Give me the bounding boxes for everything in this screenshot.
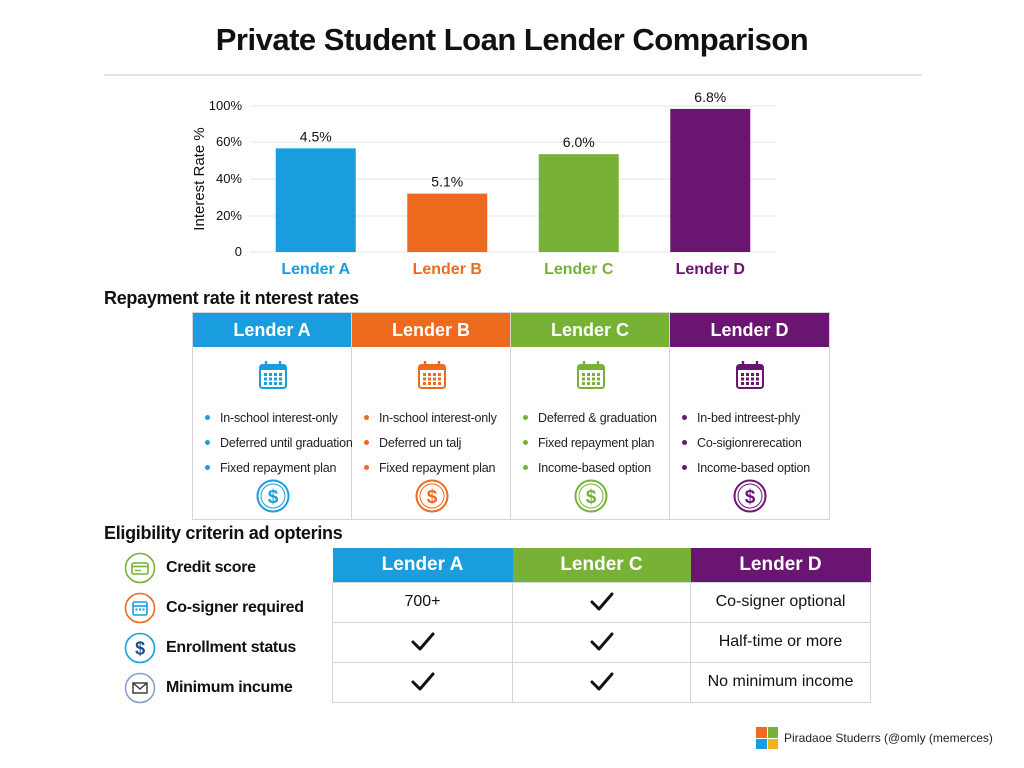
- repayment-options-list: [205, 405, 353, 480]
- data-label: 6.0%: [562, 134, 595, 151]
- list-item: Fixed repayment plan: [364, 455, 497, 480]
- bar-lender-d: [670, 109, 750, 252]
- list-item: Income-based option: [682, 455, 810, 480]
- check-cell: [333, 622, 513, 662]
- repayment-cards: [192, 312, 830, 520]
- checkmark-icon: [589, 591, 615, 613]
- card-header: Lender A: [193, 313, 351, 347]
- criterion-co-signer: Co-signer required: [124, 588, 334, 628]
- list-item: Fixed repayment plan: [523, 430, 657, 455]
- checkmark-icon: [410, 631, 436, 653]
- repayment-options-list: [682, 405, 810, 480]
- card-header: Lender C: [511, 313, 669, 347]
- y-tick-label: 60%: [215, 134, 242, 149]
- dollar-icon: [124, 632, 156, 664]
- dollar-icon: [733, 479, 767, 513]
- criterion-credit-score: Credit score: [124, 548, 334, 588]
- dollar-icon: [574, 479, 608, 513]
- check-cell: [333, 662, 513, 702]
- table-cell: 700+: [333, 582, 513, 622]
- title-divider: [104, 74, 922, 76]
- eligibility-table: [332, 548, 871, 703]
- svg-text:$: $: [585, 487, 597, 508]
- criteria-list: [124, 548, 334, 708]
- list-item: Fixed repayment plan: [205, 455, 353, 480]
- y-tick-label: 40%: [215, 171, 242, 186]
- footer-text: Piradaoe Studerrs (@omly (memerces): [784, 731, 993, 745]
- y-tick-label: 100%: [208, 98, 242, 113]
- column-header-lender-a: Lender A: [333, 548, 513, 582]
- bar-lender-b: [407, 194, 487, 252]
- calendar-icon: [416, 359, 448, 391]
- repayment-card-lender-a: [193, 313, 352, 519]
- check-cell: [513, 662, 691, 702]
- svg-text:$: $: [267, 487, 279, 508]
- checkmark-icon: [589, 671, 615, 693]
- bar-lender-c: [539, 154, 619, 252]
- svg-text:$: $: [135, 638, 145, 659]
- credit-card-icon: [124, 552, 156, 584]
- data-label: 4.5%: [299, 128, 332, 145]
- column-header-lender-c: Lender C: [513, 548, 691, 582]
- card-header: Lender B: [352, 313, 510, 347]
- x-tick-label: Lender C: [544, 261, 614, 278]
- list-item: In-school interest-only: [364, 405, 497, 430]
- x-tick-label: Lender D: [675, 261, 745, 278]
- check-cell: [513, 622, 691, 662]
- calendar-icon: [257, 359, 289, 391]
- svg-text:$: $: [426, 487, 438, 508]
- y-tick-label: 0: [234, 244, 242, 259]
- data-label: 5.1%: [431, 173, 464, 190]
- table-row: [333, 662, 871, 702]
- check-cell: [513, 582, 691, 622]
- criterion-enrollment: $ Enrollment status: [124, 628, 334, 668]
- footer: [756, 727, 993, 749]
- calendar-icon: [124, 592, 156, 624]
- table-row: [333, 622, 871, 662]
- interest-rate-bar-chart: [180, 84, 780, 284]
- list-item: Deferred un talj: [364, 430, 497, 455]
- x-tick-label: Lender B: [412, 261, 482, 278]
- eligibility-heading: Eligibility criterin ad opterins: [104, 523, 343, 543]
- envelope-icon: [124, 672, 156, 704]
- table-cell: Co-signer optional: [691, 582, 871, 622]
- list-item: In-school interest-only: [205, 405, 353, 430]
- y-tick-label: 20%: [215, 208, 242, 223]
- checkmark-icon: [589, 631, 615, 653]
- checkmark-icon: [410, 671, 436, 693]
- table-row: [333, 582, 871, 622]
- list-item: Co-sigionrerecation: [682, 430, 810, 455]
- x-tick-label: Lender A: [281, 261, 351, 278]
- repayment-card-lender-c: [511, 313, 670, 519]
- page-title: Private Student Loan Lender Comparison: [215, 22, 809, 57]
- list-item: In-bed intreest-phly: [682, 405, 810, 430]
- list-item: Deferred & graduation: [523, 405, 657, 430]
- bar-lender-a: [276, 148, 356, 252]
- repayment-card-lender-b: [352, 313, 511, 519]
- repayment-card-lender-d: [670, 313, 829, 519]
- brand-logo: [756, 727, 778, 749]
- dollar-icon: [415, 479, 449, 513]
- list-item: Income-based option: [523, 455, 657, 480]
- calendar-icon: [575, 359, 607, 391]
- dollar-icon: [256, 479, 290, 513]
- card-header: Lender D: [670, 313, 829, 347]
- criterion-minimum-income: Minimum incume: [124, 668, 334, 708]
- repayment-heading: Repayment rate it nterest rates: [104, 288, 359, 308]
- table-cell: No minimum income: [691, 662, 871, 702]
- data-label: 6.8%: [694, 88, 727, 105]
- column-header-lender-d: Lender D: [691, 548, 871, 582]
- repayment-options-list: [523, 405, 657, 480]
- list-item: Deferred until graduation: [205, 430, 353, 455]
- y-axis-label: Interest Rate %: [191, 127, 208, 231]
- table-cell: Half-time or more: [691, 622, 871, 662]
- calendar-icon: [734, 359, 766, 391]
- svg-text:$: $: [744, 487, 756, 508]
- repayment-options-list: [364, 405, 497, 480]
